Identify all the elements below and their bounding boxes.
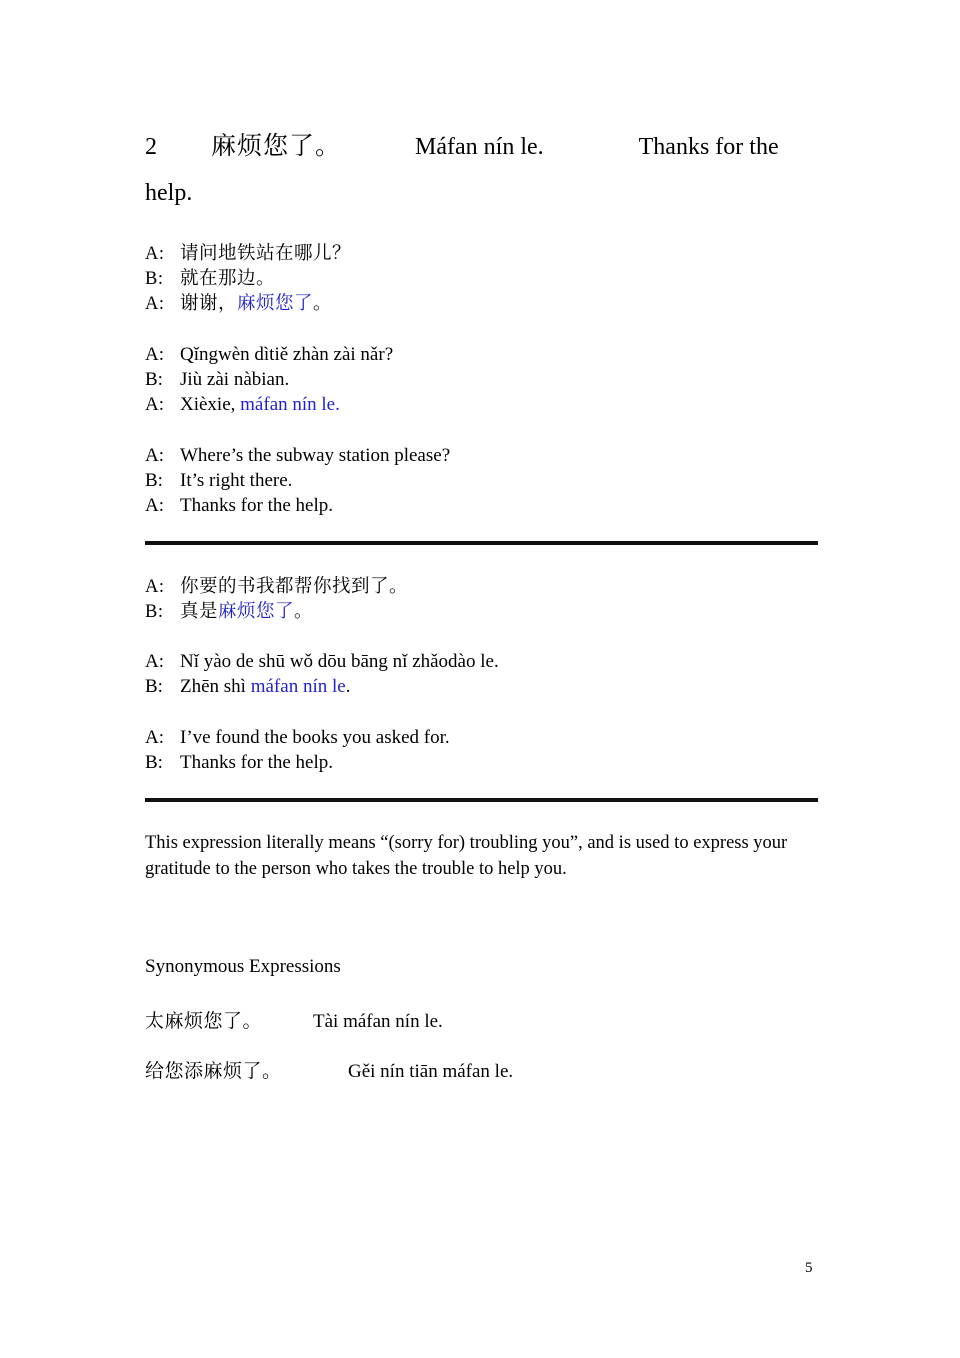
speaker-label: B: [145,676,163,697]
lesson-number: 2 [145,134,157,160]
speaker-label: B: [145,269,164,289]
page-number: 5 [805,1260,813,1276]
dialogue-line [145,392,825,417]
synonym-pinyin: Tài máfan nín le. [313,1011,443,1032]
line-text: I’ve found the books you asked for. [180,727,450,748]
line-text: It’s right there. [180,470,293,491]
synonymous-expressions-heading: Synonymous Expressions [145,956,341,977]
dialogue1-pinyin-block [145,342,825,417]
line-text: 就在那边。 [180,269,276,289]
speaker-label: A: [145,294,165,314]
dialogue-line [145,367,825,392]
section-divider [145,798,818,802]
dialogue2-english-block [145,725,825,775]
speaker-label: A: [145,394,164,415]
dialogue2-chinese-block [145,575,825,625]
dialogue1-chinese-block [145,242,825,317]
highlighted-phrase: 麻烦您了 [237,294,314,314]
line-text: 你要的书我都帮你找到了。 [180,577,409,597]
dialogue-line [145,600,825,625]
line-text: 谢谢， [180,294,238,314]
dialogue-line [145,674,825,699]
speaker-label: B: [145,369,163,390]
dialogue-line [145,493,825,518]
dialogue-line [145,342,825,367]
dialogue-line [145,725,825,750]
synonymous-expression-row [145,1056,513,1083]
speaker-label: A: [145,495,164,516]
line-text: Xièxie, [180,394,241,415]
dialogue2-pinyin-block [145,649,825,699]
speaker-label: B: [145,470,163,491]
line-text-post: . [345,676,351,697]
usage-explanation: This expression literally means “(sorry for) troubling you”, and is used to express your gratitude to the person who takes the trouble to help you. [145,833,788,879]
line-text: 请问地铁站在哪儿？ [180,244,352,264]
speaker-label: A: [145,244,165,264]
line-text: Jiù zài nàbian. [180,369,290,390]
dialogue-line [145,575,825,600]
dialogue-line [145,468,825,493]
lesson-title-line2: help. [145,180,193,206]
speaker-label: A: [145,577,165,597]
dialogue-line [145,649,825,674]
dialogue1-english-block [145,443,825,518]
synonym-chinese: 太麻烦您了。 [145,1011,263,1032]
synonym-chinese: 给您添麻烦了。 [145,1061,282,1082]
line-text-post: 。 [294,602,314,622]
synonymous-expression-row [145,1006,443,1033]
highlighted-phrase: máfan nín le. [240,394,340,415]
lesson-title-line1 [145,126,779,162]
dialogue-line [145,750,825,775]
section-divider [145,541,818,545]
highlighted-phrase: máfan nín le [250,676,346,697]
speaker-label: A: [145,445,164,466]
line-text: Thanks for the help. [180,495,334,516]
speaker-label: B: [145,752,163,773]
line-text: Zhēn shì [180,676,251,697]
dialogue-line [145,267,825,292]
dialogue-line [145,242,825,267]
dialogue-line [145,292,825,317]
dialogue-line [145,443,825,468]
line-text: 真是 [180,602,219,622]
speaker-label: B: [145,602,164,622]
line-text: Thanks for the help. [180,752,334,773]
speaker-label: A: [145,344,164,365]
lesson-title-chinese: 麻烦您了。 [211,133,342,160]
line-text: Where’s the subway station please? [180,445,451,466]
line-text: Qǐngwèn dìtiě zhàn zài nǎr? [180,344,394,365]
speaker-label: A: [145,651,164,672]
lesson-title-english: Thanks for the [638,134,779,160]
highlighted-phrase: 麻烦您了 [218,602,295,622]
synonym-pinyin: Gěi nín tiān máfan le. [348,1061,514,1082]
line-text-post: 。 [313,294,333,314]
line-text: Nǐ yào de shū wǒ dōu bāng nǐ zhǎodào le. [180,651,499,672]
lesson-title-pinyin: Máfan nín le. [415,134,544,160]
speaker-label: A: [145,727,164,748]
